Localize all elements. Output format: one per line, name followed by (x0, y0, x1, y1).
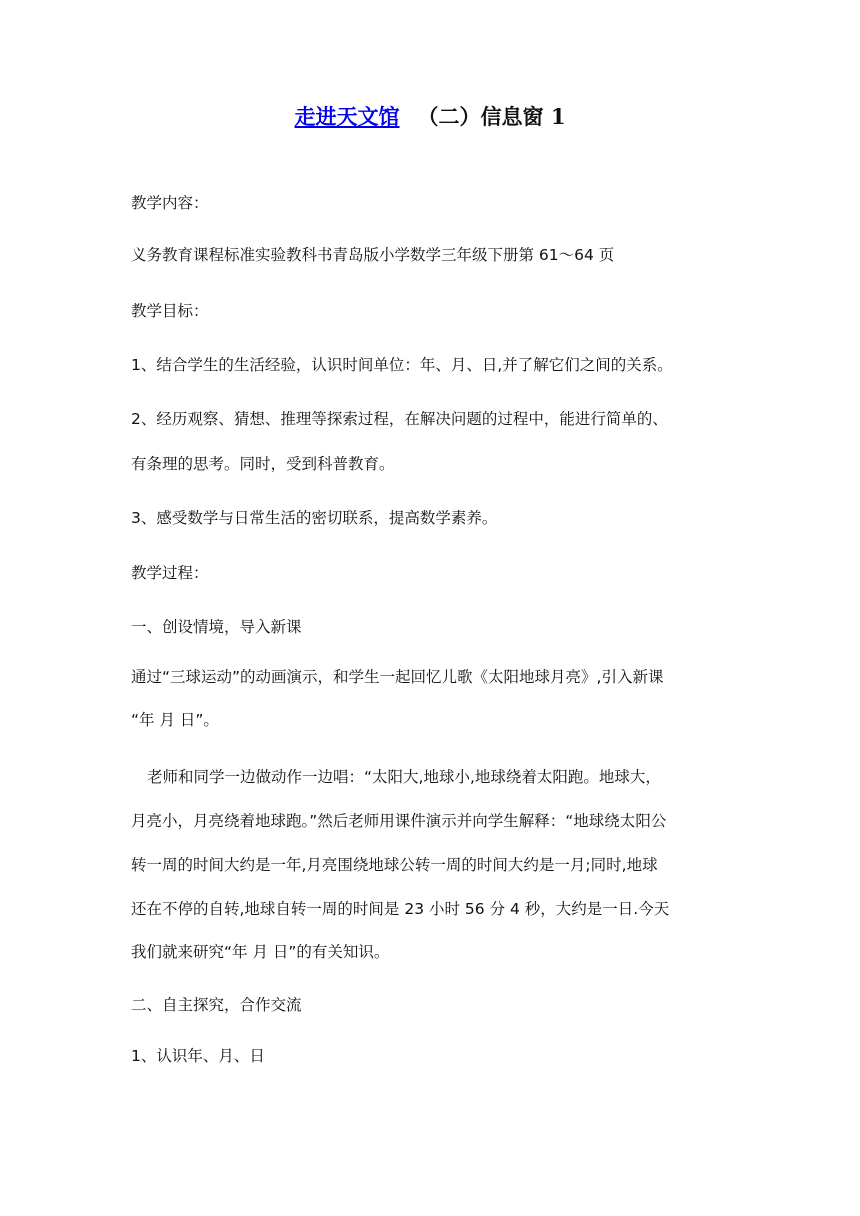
objective-1: 1、结合学生的生活经验，认识时间单位：年、月、日,并了解它们之间的关系。 (131, 356, 673, 374)
paragraph-intro-line-1: 通过“三球运动”的动画演示，和学生一起回忆儿歌《太阳地球月亮》,引入新课 (131, 668, 664, 686)
section-heading-content: 教学内容： (131, 194, 209, 212)
section-heading-process: 教学过程： (131, 564, 209, 582)
process-step-1-heading: 一、创设情境，导入新课 (131, 618, 302, 636)
paragraph-intro-line-2: “年 月 日”。 (131, 711, 219, 729)
paragraph-song-line-1: 老师和同学一边做动作一边唱：“太阳大,地球小,地球绕着太阳跑。地球大， (147, 768, 661, 786)
objective-2-line-2: 有条理的思考。同时，受到科普教育。 (131, 455, 395, 473)
section-heading-objectives: 教学目标： (131, 302, 209, 320)
content-text: 义务教育课程标准实验教科书青岛版小学数学三年级下册第 61～64 页 (131, 246, 615, 264)
title-subtitle: （二）信息窗 1 (417, 104, 566, 129)
objective-2-line-1: 2、经历观察、猜想、推理等探索过程，在解决问题的过程中，能进行简单的、 (131, 410, 668, 428)
paragraph-song-line-5: 我们就来研究“年 月 日”的有关知识。 (131, 943, 390, 961)
title-link[interactable]: 走进天文馆 (294, 104, 400, 129)
objective-3: 3、感受数学与日常生活的密切联系，提高数学素养。 (131, 509, 498, 527)
subsection-heading: 1、认识年、月、日 (131, 1047, 265, 1065)
paragraph-song-line-3: 转一周的时间大约是一年,月亮围绕地球公转一周的时间大约是一月;同时,地球 (131, 856, 658, 874)
paragraph-song-line-4: 还在不停的自转,地球自转一周的时间是 23 小时 56 分 4 秒，大约是一日.今天 (131, 900, 670, 918)
process-step-2-heading: 二、自主探究，合作交流 (131, 996, 302, 1014)
paragraph-song-line-2: 月亮小，月亮绕着地球跑。”然后老师用课件演示并向学生解释：“地球绕太阳公 (131, 812, 667, 830)
document-title (0, 101, 860, 133)
